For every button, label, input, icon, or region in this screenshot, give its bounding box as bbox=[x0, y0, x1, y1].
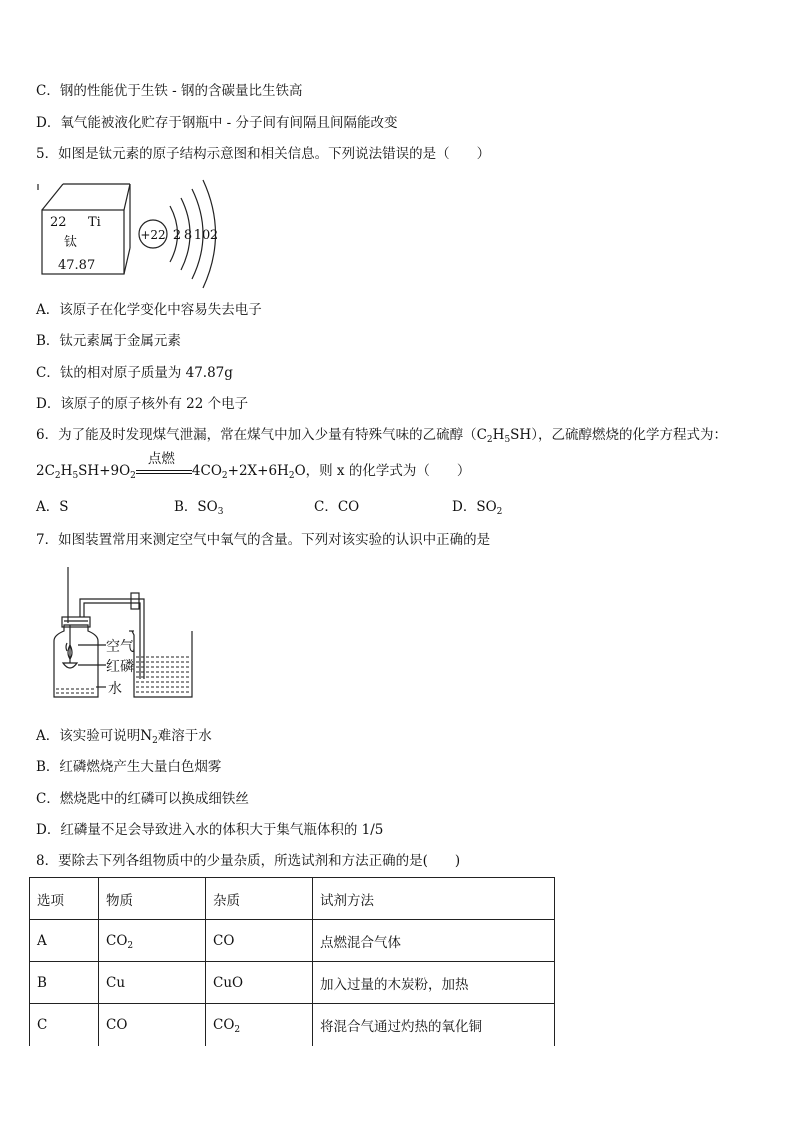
header-impurity: 杂质 bbox=[206, 878, 313, 920]
label-water: 水 bbox=[108, 681, 122, 697]
label-air: 空气 bbox=[106, 639, 134, 655]
row-b-substance: Cu bbox=[99, 962, 206, 1004]
q7-stem: 7．如图装置常用来测定空气中氧气的含量。下列对该实验的认识中正确的是 bbox=[36, 532, 491, 548]
row-b-option: B bbox=[30, 962, 99, 1004]
nucleus-charge: +22 bbox=[140, 228, 166, 242]
row-c-substance: CO bbox=[99, 1004, 206, 1047]
row-a-substance: $CO_2$ bbox=[99, 920, 206, 962]
header-option: 选项 bbox=[30, 878, 99, 920]
label-red-phosphorus: 红磷 bbox=[106, 659, 134, 675]
q7-option-b: B．红磷燃烧产生大量白色烟雾 bbox=[36, 759, 222, 775]
q6-options bbox=[36, 497, 596, 517]
element-symbol: Ti bbox=[88, 215, 101, 230]
q7-option-a: A．该实验可说明$N_2$难溶于水 bbox=[36, 728, 212, 746]
row-c-impurity: $CO_2$ bbox=[206, 1004, 313, 1047]
header-method: 试剂方法 bbox=[313, 878, 555, 920]
row-c-method: 将混合气通过灼热的氧化铜 bbox=[313, 1004, 555, 1047]
q6-option-a: A．S bbox=[36, 499, 69, 515]
table-row bbox=[30, 1004, 555, 1047]
row-a-impurity: CO bbox=[206, 920, 313, 962]
atom-diagram bbox=[139, 180, 218, 288]
reaction-arrow bbox=[136, 451, 192, 481]
row-a-method: 点燃混合气体 bbox=[313, 920, 555, 962]
row-c-option: C bbox=[30, 1004, 99, 1047]
table-row bbox=[30, 920, 555, 962]
header-substance: 物质 bbox=[99, 878, 206, 920]
titanium-figure bbox=[30, 176, 230, 300]
equation-rhs: $4CO_2+2X+6H_2O$ bbox=[191, 463, 306, 481]
row-b-method: 加入过量的木炭粉，加热 bbox=[313, 962, 555, 1004]
q6-equation: $2C_2H_5SH+9O_2$ 点燃 $4CO_2+2X+6H_2O$，则 x 的化学式为（ ） bbox=[36, 451, 471, 481]
q4-option-d: D．氧气能被液化贮存于钢瓶中 - 分子间有间隔且间隔能改变 bbox=[36, 115, 398, 131]
row-a-option: A bbox=[30, 920, 99, 962]
shell-3-count: 10 bbox=[193, 228, 211, 243]
q5-stem: 5．如图是钛元素的原子结构示意图和相关信息。下列说法错误的是（ ） bbox=[36, 146, 491, 162]
row-b-impurity: CuO bbox=[206, 962, 313, 1004]
shell-1-count: 2 bbox=[172, 228, 182, 243]
element-name: 钛 bbox=[64, 235, 78, 250]
q6-option-b: B．$SO_3$ bbox=[174, 499, 224, 517]
shell-4-count: 2 bbox=[209, 228, 219, 243]
reaction-condition: 点燃 bbox=[147, 451, 175, 467]
q5-option-c: C．钛的相对原子质量为 47.87g bbox=[36, 365, 233, 381]
atomic-number: 22 bbox=[50, 215, 67, 230]
q5-option-b: B．钛元素属于金属元素 bbox=[36, 333, 181, 349]
q6-stem: 6．为了能及时发现煤气泄漏，常在煤气中加入少量有特殊气味的乙硫醇$(C_2H_5SH)$，乙硫醇燃烧的化学方程式为： bbox=[36, 427, 727, 445]
q5-option-a: A．该原子在化学变化中容易失去电子 bbox=[36, 302, 262, 318]
q7-option-c: C．燃烧匙中的红磷可以换成细铁丝 bbox=[36, 791, 249, 807]
q5-option-d: D．该原子的原子核外有 22 个电子 bbox=[36, 396, 249, 412]
atomic-mass: 47.87 bbox=[58, 258, 96, 273]
oxygen-apparatus-figure bbox=[44, 565, 204, 703]
q8-table bbox=[29, 877, 555, 1046]
q6-option-d: D．$SO_2$ bbox=[452, 499, 503, 517]
table-row bbox=[30, 962, 555, 1004]
q8-stem: 8．要除去下列各组物质中的少量杂质，所选试剂和方法正确的是( ) bbox=[36, 853, 461, 869]
q6-option-c: C．CO bbox=[314, 499, 360, 515]
table-header-row bbox=[30, 878, 555, 920]
shell-2-count: 8 bbox=[183, 228, 193, 243]
q4-option-c: C．钢的性能优于生铁 - 钢的含碳量比生铁高 bbox=[36, 83, 303, 99]
q7-option-d: D．红磷量不足会导致进入水的体积大于集气瓶体积的 1/5 bbox=[36, 822, 384, 838]
equation-lhs: $2C_2H_5SH+9O_2$ bbox=[36, 463, 136, 481]
